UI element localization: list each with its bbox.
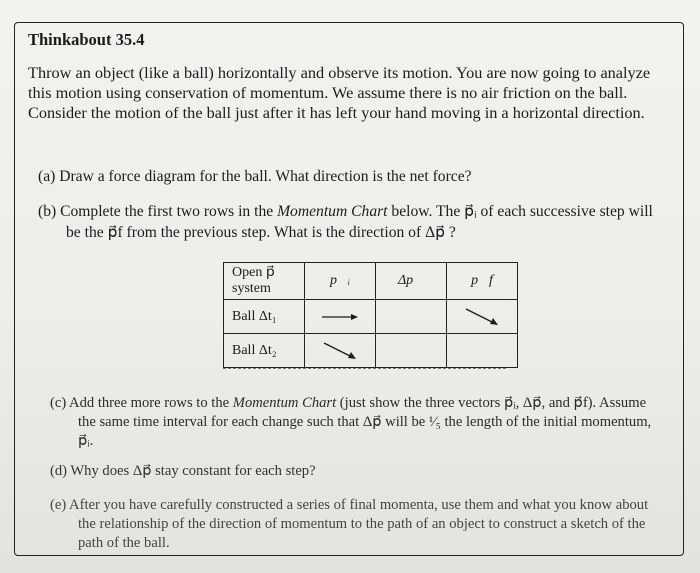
header-system-line1: Open p⃗ bbox=[232, 265, 275, 280]
row2-dp-cell[interactable] bbox=[376, 334, 447, 368]
row1-pf-cell bbox=[447, 300, 518, 334]
table-row bbox=[224, 300, 518, 334]
intro-paragraph: Throw an object (like a ball) horizontally and observe its motion. You are now going to analyze this motion using conservation of momentum. We assume there is no air friction on the ball. Consider the motion of the ball just after it has left your hand moving in a horizontal direction. bbox=[28, 63, 651, 122]
header-p-final: p⃗f bbox=[447, 263, 518, 300]
momentum-chart-header bbox=[224, 263, 518, 300]
header-delta-p: Δp⃗ bbox=[376, 263, 447, 300]
right-arrow-icon bbox=[318, 310, 362, 324]
question-c-part2: (just show the three vectors p⃗ᵢ, Δp⃗, and p⃗f). Assume the same time interval for each change such that Δp⃗ will be ¹⁄₅ the length of the initial momentum, p⃗ᵢ. bbox=[78, 395, 652, 449]
down-right-arrow-icon bbox=[460, 305, 504, 329]
header-p-initial: p⃗ᵢ bbox=[305, 263, 376, 300]
question-d bbox=[50, 461, 660, 482]
question-a-text: (a) Draw a force diagram for the ball. What direction is the net force? bbox=[38, 168, 472, 185]
question-c-text bbox=[50, 394, 660, 451]
row2-label: Ball Δt₂ bbox=[224, 334, 305, 368]
row1-dp-cell[interactable] bbox=[376, 300, 447, 334]
question-c bbox=[50, 394, 660, 451]
question-b-part1: (b) Complete the first two rows in the bbox=[38, 203, 278, 220]
header-open-system bbox=[224, 263, 305, 300]
row2-pi-cell bbox=[305, 334, 376, 368]
row1-pi-cell bbox=[305, 300, 376, 334]
header-system-line2: system bbox=[232, 281, 271, 296]
question-b-chart-name: Momentum Chart bbox=[277, 203, 388, 220]
question-c-part1: (c) Add three more rows to the bbox=[50, 395, 233, 411]
table-dashed-bottom bbox=[223, 368, 506, 369]
question-e-text: (e) After you have carefully constructed a series of final momenta, use them and what you know about the relationship of the direction of momentum to the path of an object to construct a sketch of the path of the ball. bbox=[50, 497, 649, 551]
table-row bbox=[224, 334, 518, 368]
row1-label: Ball Δt₁ bbox=[224, 300, 305, 334]
question-c-chart-name: Momentum Chart bbox=[232, 395, 337, 411]
question-b-part2: below. The p⃗ᵢ of each successive step will be the p⃗f from the previous step. What is the direction of Δp⃗ ? bbox=[66, 203, 653, 241]
question-e bbox=[50, 496, 660, 553]
question-b bbox=[38, 202, 668, 243]
question-b-text bbox=[38, 202, 668, 243]
question-a bbox=[38, 167, 668, 188]
thinkabout-title: Thinkabout 35.4 bbox=[28, 30, 145, 49]
down-right-arrow-icon bbox=[318, 339, 362, 363]
question-d-text: (d) Why does Δp⃗ stay constant for each step? bbox=[50, 463, 316, 479]
row2-pf-cell[interactable] bbox=[447, 334, 518, 368]
momentum-chart bbox=[223, 262, 518, 368]
